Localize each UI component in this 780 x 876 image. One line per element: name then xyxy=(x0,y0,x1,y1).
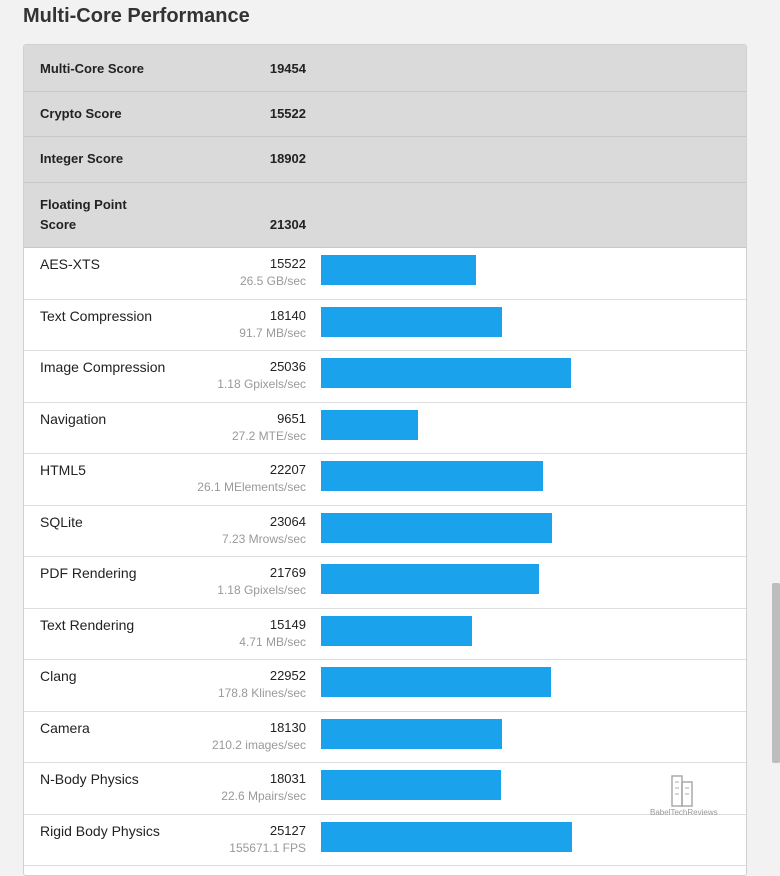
benchmark-bar xyxy=(321,410,418,440)
summary-value: 15522 xyxy=(269,106,306,121)
summary-label: Integer Score xyxy=(40,151,124,166)
benchmark-row xyxy=(24,763,746,815)
summary-row-integer xyxy=(24,137,746,183)
benchmark-row xyxy=(24,712,746,764)
benchmark-score: 18130 xyxy=(269,719,306,735)
benchmark-rate: 91.7 MB/sec xyxy=(239,325,306,340)
benchmark-rate: 7.23 Mrows/sec xyxy=(221,531,306,546)
benchmark-score: 22207 xyxy=(269,462,306,477)
summary-row-multicore xyxy=(24,45,746,92)
benchmark-name: HTML5 xyxy=(40,462,86,478)
building-icon xyxy=(650,772,714,808)
benchmark-name: Clang xyxy=(40,668,77,684)
benchmark-bar xyxy=(321,358,571,388)
page-title: Multi-Core Performance xyxy=(23,5,250,27)
summary-label: Crypto Score xyxy=(40,106,122,121)
benchmark-bar xyxy=(321,307,502,337)
benchmark-row xyxy=(24,660,746,712)
benchmark-name: Image Compression xyxy=(40,359,166,375)
benchmark-rate: 27.2 MTE/sec xyxy=(231,428,306,443)
benchmark-score: 18031 xyxy=(269,771,306,786)
benchmark-score: 25036 xyxy=(269,359,306,374)
benchmark-score: 22952 xyxy=(269,668,306,683)
summary-label: Floating Point Score xyxy=(40,197,127,232)
summary-value: 18902 xyxy=(269,151,306,166)
benchmark-name: SQLite xyxy=(40,513,83,530)
benchmark-name: PDF Rendering xyxy=(40,565,137,581)
benchmark-rate: 22.6 Mpairs/sec xyxy=(221,789,306,803)
watermark-logo xyxy=(650,772,718,822)
benchmark-rate: 1.18 Gpixels/sec xyxy=(217,377,306,391)
scrollbar-track[interactable] xyxy=(772,0,780,866)
benchmark-bar xyxy=(321,667,551,697)
summary-row-crypto xyxy=(24,92,746,137)
summary-label: Multi-Core Score xyxy=(40,61,145,76)
benchmark-name: Text Compression xyxy=(40,307,153,324)
benchmark-row xyxy=(24,557,746,609)
benchmark-score: 25127 xyxy=(269,822,306,838)
benchmark-bar xyxy=(321,822,572,852)
results-card xyxy=(23,44,747,876)
benchmark-rate: 4.71 MB/sec xyxy=(239,634,306,649)
benchmark-row xyxy=(24,403,746,455)
benchmark-row xyxy=(24,506,746,558)
benchmark-row xyxy=(24,248,746,300)
benchmark-rate: 178.8 Klines/sec xyxy=(217,686,306,700)
benchmark-row xyxy=(24,609,746,661)
benchmark-rate: 155671.1 FPS xyxy=(229,840,306,855)
benchmark-row xyxy=(24,815,746,867)
benchmark-name: N-Body Physics xyxy=(40,771,139,787)
benchmark-rate: 26.1 MElements/sec xyxy=(197,480,306,494)
benchmark-list xyxy=(24,248,746,866)
benchmark-rate: 1.18 Gpixels/sec xyxy=(217,583,306,597)
benchmark-name: AES-XTS xyxy=(40,256,100,272)
benchmark-bar xyxy=(321,255,476,285)
benchmark-row xyxy=(24,351,746,403)
benchmark-rate: 210.2 images/sec xyxy=(211,737,306,752)
benchmark-score: 15522 xyxy=(269,256,306,271)
benchmark-score: 23064 xyxy=(269,513,306,529)
benchmark-row xyxy=(24,454,746,506)
summary-value: 21304 xyxy=(269,217,306,232)
watermark-text: BabelTechReviews xyxy=(650,808,718,817)
benchmark-name: Navigation xyxy=(40,410,107,427)
benchmark-score: 9651 xyxy=(277,410,306,426)
benchmark-rate: 26.5 GB/sec xyxy=(239,274,306,288)
summary-value: 19454 xyxy=(269,61,306,76)
benchmark-bar xyxy=(321,616,472,646)
benchmark-score: 21769 xyxy=(269,565,306,580)
benchmark-bar xyxy=(321,719,502,749)
summary-row-floating-point xyxy=(24,183,746,248)
benchmark-name: Camera xyxy=(40,719,90,736)
benchmark-name: Rigid Body Physics xyxy=(40,822,160,839)
benchmark-bar xyxy=(321,513,552,543)
benchmark-name: Text Rendering xyxy=(40,616,135,633)
benchmark-score: 15149 xyxy=(269,616,306,632)
benchmark-row xyxy=(24,300,746,352)
benchmark-bar xyxy=(321,564,539,594)
scrollbar-thumb[interactable] xyxy=(772,583,780,763)
benchmark-bar xyxy=(321,461,543,491)
benchmark-bar xyxy=(321,770,501,800)
benchmark-score: 18140 xyxy=(269,307,306,323)
